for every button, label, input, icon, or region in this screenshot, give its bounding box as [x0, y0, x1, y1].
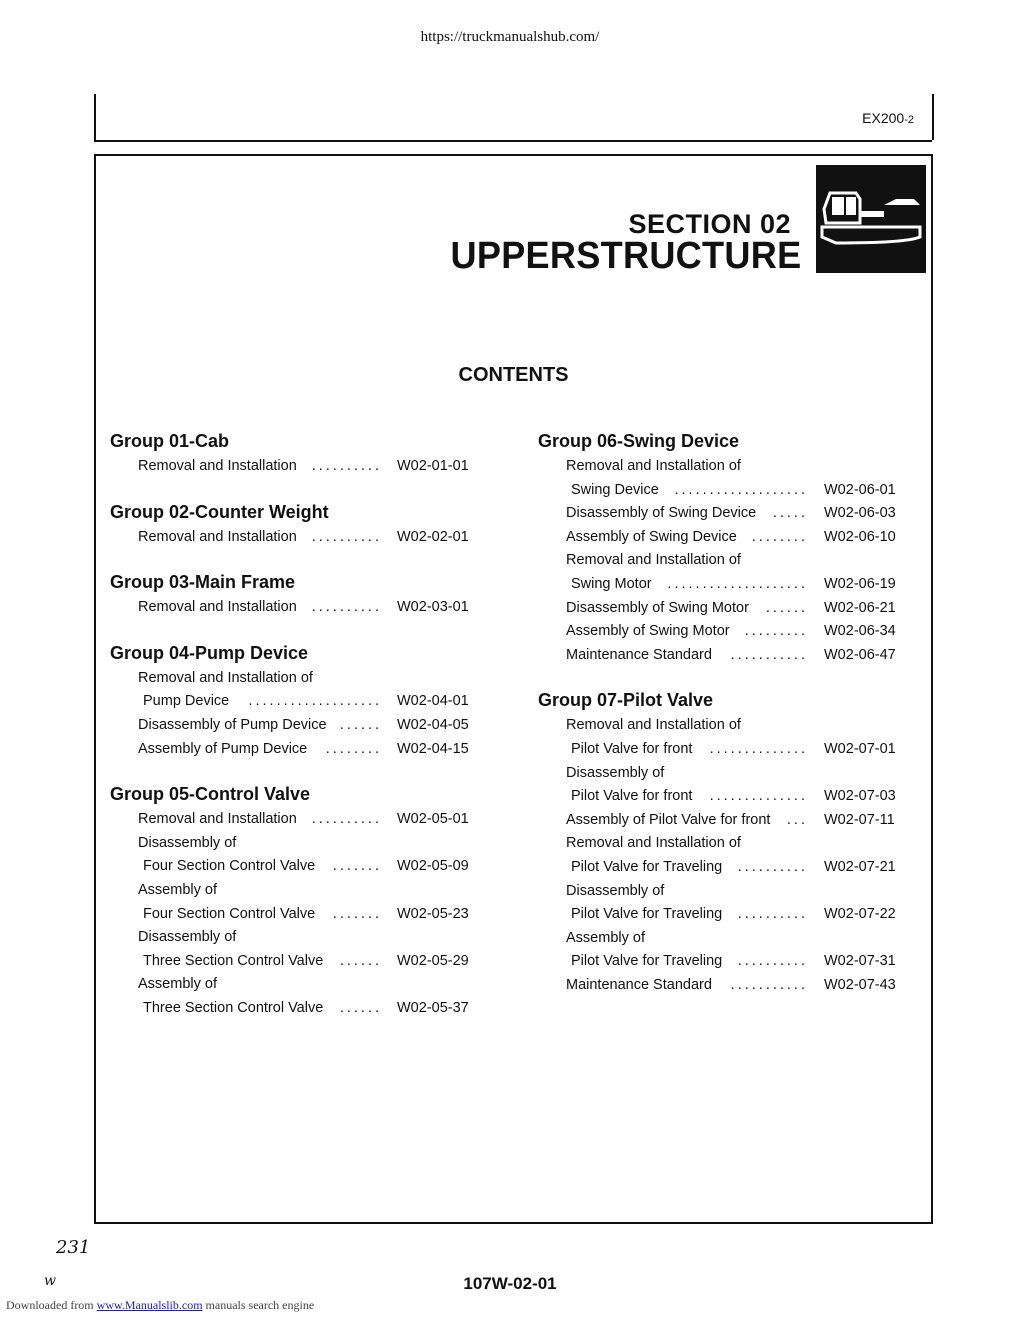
toc-entry-text[interactable]: Pilot Valve for front — [571, 788, 693, 805]
leader-dots: ................... — [248, 693, 382, 710]
toc-entry-page-ref[interactable]: W02-06-34 — [824, 623, 896, 640]
toc-entry-text[interactable]: Assembly of — [566, 929, 645, 946]
model-name: EX200 — [862, 110, 905, 126]
toc-entry-text[interactable]: Four Section Control Valve — [143, 905, 316, 922]
leader-dots: .......... — [737, 953, 808, 970]
leader-dots: ...... — [765, 599, 808, 616]
leader-dots: ........... — [730, 646, 808, 663]
group-title: Group 04-Pump Device — [110, 642, 309, 663]
toc-entry-text[interactable]: Disassembly of Swing Device — [566, 505, 757, 522]
toc-entry-text[interactable]: Assembly of Swing Motor — [566, 623, 730, 640]
leader-dots: .......... — [311, 528, 382, 545]
toc-entry-page-ref[interactable]: W02-06-10 — [824, 528, 896, 545]
group-title: Group 01-Cab — [110, 431, 230, 451]
leader-dots: ...... — [339, 1000, 382, 1016]
toc-entry-page-ref[interactable]: W02-07-43 — [824, 977, 896, 993]
toc-entry-text[interactable]: Maintenance Standard — [566, 977, 712, 993]
leader-dots: .................... — [667, 576, 808, 592]
excavator-upperstructure-icon — [816, 165, 926, 273]
leader-dots: ....... — [332, 905, 382, 922]
toc-entry-text[interactable]: Removal and Installation of — [566, 717, 741, 734]
leader-dots: ...... — [339, 952, 382, 969]
model-code — [862, 110, 914, 126]
toc-entry-text[interactable]: Pilot Valve for Traveling — [571, 953, 723, 970]
leader-dots: ... — [786, 811, 808, 828]
leader-dots: ..... — [772, 505, 808, 522]
toc-entry-text[interactable]: Removal and Installation of — [138, 669, 313, 686]
toc-entry-text[interactable]: Disassembly of — [566, 764, 665, 781]
leader-dots: .......... — [737, 906, 808, 923]
toc-entry-page-ref[interactable]: W02-04-15 — [397, 740, 469, 757]
toc-entry-page-ref[interactable]: W02-04-05 — [397, 717, 469, 733]
toc-entry-page-ref[interactable]: W02-02-01 — [397, 528, 469, 545]
manualslib-link[interactable]: www.Manualslib.com — [96, 1298, 203, 1312]
toc-entry-text[interactable]: Assembly of — [138, 976, 217, 993]
toc-entry-page-ref[interactable]: W02-07-03 — [824, 788, 896, 805]
download-note-suffix: manuals search engine — [202, 1298, 315, 1312]
toc-entry-text[interactable]: Assembly of — [138, 882, 217, 898]
toc-entry-page-ref[interactable]: W02-06-21 — [824, 599, 896, 616]
toc-entry-text[interactable]: Removal and Installation — [138, 599, 297, 616]
toc-entry-page-ref[interactable]: W02-04-01 — [397, 693, 469, 710]
source-url[interactable]: https://truckmanualshub.com/ — [420, 29, 600, 45]
toc-entry-text[interactable]: Three Section Control Valve — [143, 1000, 324, 1016]
toc-entry-page-ref[interactable]: W02-05-01 — [397, 811, 469, 828]
toc-entry-page-ref[interactable]: W02-05-37 — [397, 1000, 469, 1016]
handwritten-note: 231 — [56, 1237, 91, 1258]
toc-entry-text[interactable]: Four Section Control Valve — [143, 858, 316, 875]
toc-entry-text[interactable]: Pilot Valve for front — [571, 741, 693, 757]
toc-entry-page-ref[interactable]: W02-05-09 — [397, 858, 469, 875]
leader-dots: ......... — [744, 623, 808, 640]
toc-entry-text[interactable]: Pump Device — [143, 693, 230, 710]
toc-entry-page-ref[interactable]: W02-05-29 — [397, 952, 469, 969]
toc-entry-page-ref[interactable]: W02-07-01 — [824, 741, 896, 757]
toc-entry-page-ref[interactable]: W02-06-03 — [824, 505, 896, 522]
download-note-prefix: Downloaded from — [6, 1298, 97, 1312]
section-number: SECTION 02 — [628, 209, 791, 239]
toc-entry-text[interactable]: Removal and Installation — [138, 811, 297, 828]
toc-entry-page-ref[interactable]: W02-07-22 — [824, 906, 896, 923]
leader-dots: .......... — [311, 458, 382, 474]
toc-entry-text[interactable]: Disassembly of — [138, 834, 237, 851]
toc-entry-text[interactable]: Disassembly of — [566, 882, 665, 899]
leader-dots: ........ — [325, 740, 382, 757]
toc-entry-text[interactable]: Assembly of Pilot Valve for front — [566, 811, 771, 828]
toc-entry-page-ref[interactable]: W02-06-01 — [824, 481, 896, 498]
toc-entry-text[interactable]: Maintenance Standard — [566, 646, 712, 663]
leader-dots: .............. — [709, 741, 808, 757]
group-title: Group 03-Main Frame — [110, 572, 296, 593]
group-title: Group 07-Pilot Valve — [538, 690, 714, 711]
group-title: Group 02-Counter Weight — [110, 501, 329, 522]
section-title: UPPERSTRUCTURE — [450, 235, 801, 277]
toc-entry-text[interactable]: Removal and Installation — [138, 458, 297, 474]
toc-entry-text[interactable]: Disassembly of Pump Device — [138, 717, 327, 733]
toc-entry-page-ref[interactable]: W02-03-01 — [397, 599, 469, 616]
toc-entry-text[interactable]: Pilot Valve for Traveling — [571, 859, 723, 875]
toc-entry-page-ref[interactable]: W02-05-23 — [397, 905, 469, 922]
toc-entry-page-ref[interactable]: W02-06-47 — [824, 646, 896, 663]
toc-entry-page-ref[interactable]: W02-07-31 — [824, 953, 896, 970]
toc-entry-text[interactable]: Assembly of Swing Device — [566, 528, 737, 545]
toc-entry-text[interactable]: Disassembly of Swing Motor — [566, 599, 749, 616]
leader-dots: ................... — [674, 481, 808, 498]
toc-entry-page-ref[interactable]: W02-07-11 — [824, 811, 895, 828]
page-code: 107W-02-01 — [463, 1274, 557, 1293]
toc-entry-text[interactable]: Swing Device — [571, 481, 659, 498]
page-header — [94, 94, 932, 142]
leader-dots: ....... — [332, 858, 382, 875]
header-rule — [932, 94, 934, 140]
toc-entry-text[interactable]: Disassembly of — [138, 929, 237, 946]
contents-heading: CONTENTS — [458, 364, 569, 386]
leader-dots: ...... — [339, 717, 382, 733]
toc-entry-page-ref[interactable]: W02-06-19 — [824, 576, 896, 592]
toc-entry-text[interactable]: Removal and Installation of — [566, 835, 741, 852]
leader-dots: .............. — [709, 788, 808, 805]
toc-entry-text[interactable]: Pilot Valve for Traveling — [571, 906, 723, 923]
leader-dots: .......... — [311, 811, 382, 828]
leader-dots: ........ — [751, 528, 808, 545]
toc-entry-text[interactable]: Removal and Installation of — [566, 458, 741, 474]
contents-frame — [94, 154, 933, 1224]
toc-entry-page-ref[interactable]: W02-07-21 — [824, 859, 896, 875]
group-title: Group 06-Swing Device — [538, 431, 740, 451]
toc-entry-page-ref[interactable]: W02-01-01 — [397, 458, 469, 474]
toc-entry-text[interactable]: Swing Motor — [571, 576, 652, 592]
toc-entry-text[interactable]: Removal and Installation of — [566, 552, 741, 569]
download-note — [6, 1298, 314, 1313]
toc-entry-text[interactable]: Three Section Control Valve — [143, 952, 324, 969]
model-suffix: -2 — [904, 114, 914, 126]
leader-dots: .......... — [737, 859, 808, 875]
toc-entry-text[interactable]: Removal and Installation — [138, 528, 297, 545]
group-title: Group 05-Control Valve — [110, 784, 311, 805]
handwritten-mark: w — [44, 1273, 56, 1289]
toc-entry-text[interactable]: Assembly of Pump Device — [138, 740, 308, 757]
leader-dots: ........... — [730, 977, 808, 993]
leader-dots: .......... — [311, 599, 382, 616]
